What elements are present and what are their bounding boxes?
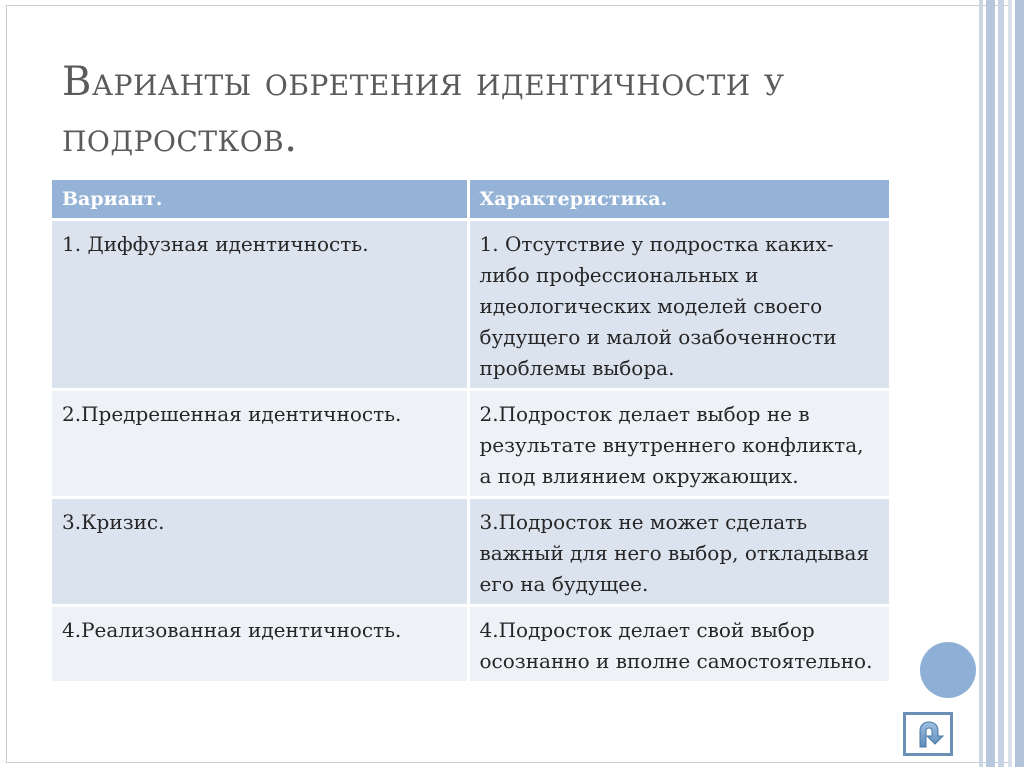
slide-title: Варианты обретения идентичности у подростков. — [62, 59, 785, 161]
column-header-variant: Вариант. — [52, 180, 468, 220]
variant-cell: 4.Реализованная идентичность. — [52, 606, 468, 683]
variant-cell: 1. Диффузная идентичность. — [52, 220, 468, 390]
characteristic-cell: 3.Подросток не может сделать важный для него выбор, откладывая его на будущее. — [468, 498, 889, 606]
table-row — [52, 498, 889, 606]
variant-cell: 3.Кризис. — [52, 498, 468, 606]
decorative-stripe — [1008, 0, 1012, 767]
variant-cell: 2.Предрешенная идентичность. — [52, 390, 468, 498]
table-row — [52, 606, 889, 683]
return-button[interactable] — [903, 712, 953, 756]
decorative-circle — [920, 642, 976, 698]
table-header-row — [52, 180, 889, 220]
decorative-stripe — [986, 0, 995, 767]
table-row — [52, 390, 889, 498]
column-header-characteristic: Характеристика. — [468, 180, 889, 220]
table-row — [52, 220, 889, 390]
identity-variants-table — [52, 180, 889, 684]
characteristic-cell: 4.Подросток делает свой выбор осознанно и вполне самостоятельно. — [468, 606, 889, 683]
decorative-stripe — [979, 0, 983, 767]
characteristic-cell: 1. Отсутствие у подростка каких-либо профессиональных и идеологических моделей своего будущего и малой озабоченности проблемы выбора. — [468, 220, 889, 390]
return-arrow-icon — [908, 717, 948, 751]
decorative-stripe — [1015, 0, 1024, 767]
decorative-stripe — [998, 0, 1004, 767]
characteristic-cell: 2.Подросток делает выбор не в результате внутреннего конфликта, а под влиянием окружающих. — [468, 390, 889, 498]
